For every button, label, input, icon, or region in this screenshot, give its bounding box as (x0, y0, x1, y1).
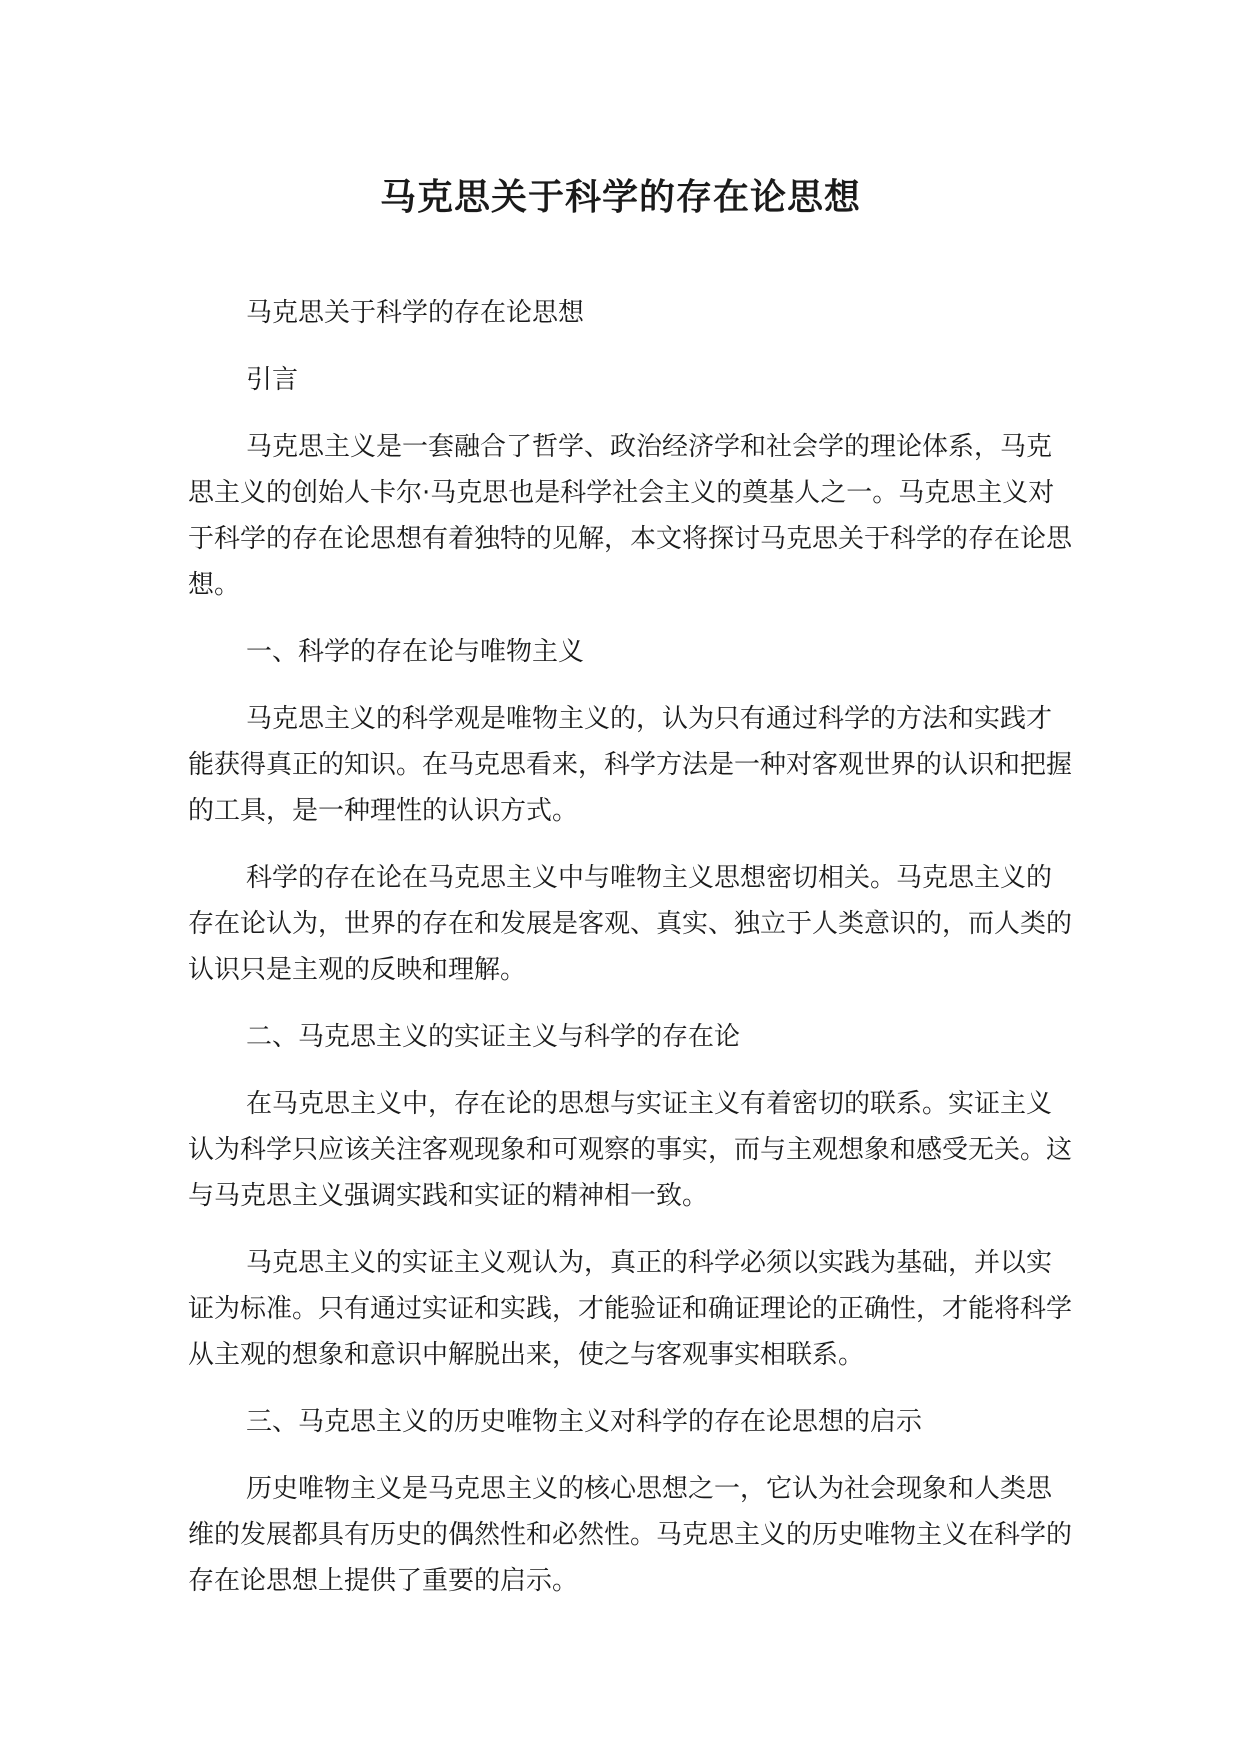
paragraph-1a: 马克思主义的科学观是唯物主义的，认为只有通过科学的方法和实践才能获得真正的知识。在马克思看来，科学方法是一种对客观世界的认识和把握的工具，是一种理性的认识方式。 (188, 704, 1073, 826)
document-title: 马克思关于科学的存在论思想 (379, 177, 861, 218)
document-body (188, 290, 1076, 1625)
section-heading-2: 二、马克思主义的实证主义与科学的存在论 (246, 1022, 741, 1052)
paragraph-intro: 马克思主义是一套融合了哲学、政治经济学和社会学的理论体系，马克思主义的创始人卡尔·马克思也是科学社会主义的奠基人之一。马克思主义对于科学的存在论思想有着独特的见解，本文将探讨马克思关于科学的存在论思想。 (188, 432, 1073, 600)
intro-heading: 引言 (246, 365, 299, 395)
paragraph-1b: 科学的存在论在马克思主义中与唯物主义思想密切相关。马克思主义的存在论认为，世界的存在和发展是客观、真实、独立于人类意识的，而人类的认识只是主观的反映和理解。 (188, 863, 1073, 985)
paragraph-2a: 在马克思主义中，存在论的思想与实证主义有着密切的联系。实证主义认为科学只应该关注客观现象和可观察的事实，而与主观想象和感受无关。这与马克思主义强调实践和实证的精神相一致。 (188, 1089, 1073, 1211)
paragraph-2b: 马克思主义的实证主义观认为，真正的科学必须以实践为基础，并以实证为标准。只有通过实证和实践，才能验证和确证理论的正确性，才能将科学从主观的想象和意识中解脱出来，使之与客观事实相联系。 (188, 1248, 1073, 1370)
document-subtitle: 马克思关于科学的存在论思想 (246, 298, 585, 328)
paragraph-3a: 历史唯物主义是马克思主义的核心思想之一，它认为社会现象和人类思维的发展都具有历史的偶然性和必然性。马克思主义的历史唯物主义在科学的存在论思想上提供了重要的启示。 (188, 1474, 1073, 1596)
section-heading-3: 三、马克思主义的历史唯物主义对科学的存在论思想的启示 (246, 1407, 923, 1437)
section-heading-1: 一、科学的存在论与唯物主义 (246, 637, 585, 667)
